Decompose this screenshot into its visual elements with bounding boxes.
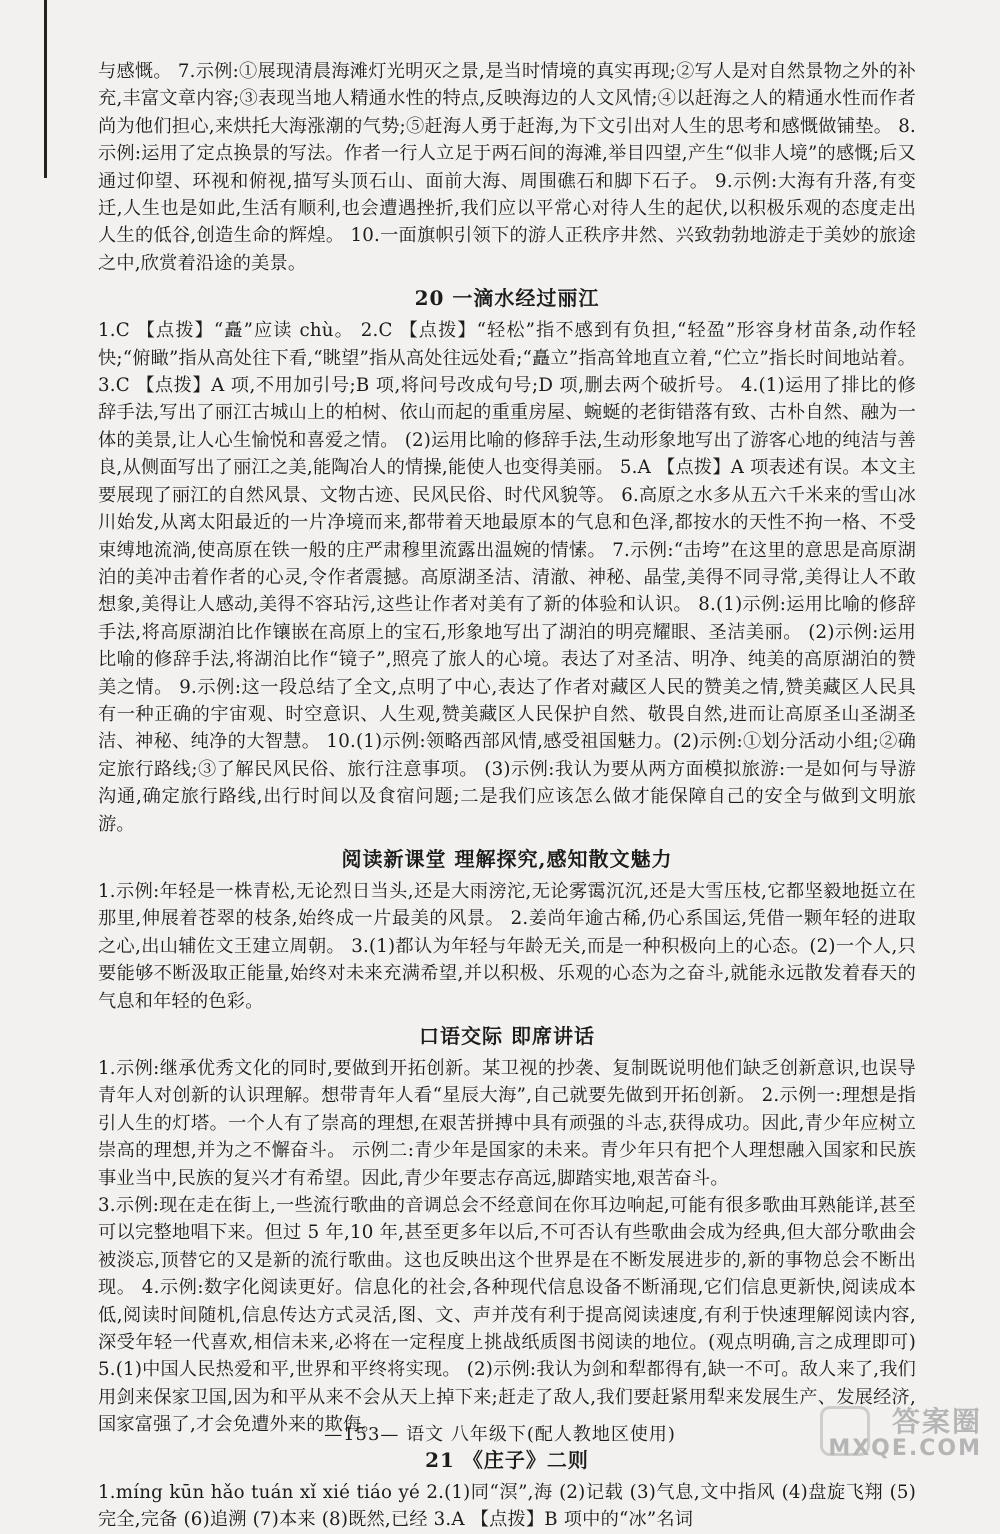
- watermark-text: 答案圈: [891, 1405, 982, 1438]
- answer-page: [98, 58, 916, 1534]
- section-heading-oral: 口语交际 即席讲话: [419, 1024, 595, 1048]
- answer-block-20: 1.C 【点拨】“矗”应读 chù。 2.C 【点拨】“轻松”指不感到有负担,“轻盈”形容身材苗条,动作轻快;“俯瞰”指从高处往下看,“眺望”指从高处往远处看;“矗立”指高耸地直立着,“伫立”指长时间地站着。 3.C 【点拨】A 项,不用加引号;B 项,将问号改成句号;D 项,删去两个破折号。 4.(1)运用了排比的修辞手法,写出了丽江古城山上的柏树、依山而起的重重房屋、蜿蜒的老街错落有致、古朴自然、融为一体的美景,让人心生愉悦和喜爱之情。 (2)运用比喻的修辞手法,生动形象地写出了游客心地的纯洁与善良,从侧面写出了丽江之美,能陶冶人的情操,能使人也变得美丽。 5.A 【点拨】A 项表述有误。本文主要展现了丽江的自然风景、文物古迹、民风民俗、时代风貌等。 6.高原之水多从五六千米来的雪山冰川始发,从离太阳最近的一片净境而来,都带着天地最原本的气息和色泽,都按水的天性不拘一格、不受束缚地流淌,使高原在铁一般的庄严肃穆里流露出温婉的情愫。 7.示例:“击垮”在这里的意思是高原湖泊的美冲击着作者的心灵,令作者震撼。高原湖圣洁、清澈、神秘、晶莹,美得不同寻常,美得让人不敢想象,美得让人感动,美得不容玷污,这些让作者对美有了新的体验和认识。 8.(1)示例:运用比喻的修辞手法,将高原湖泊比作镶嵌在高原上的宝石,形象地写出了湖泊的明亮耀眼、圣洁美丽。 (2)示例:运用比喻的修辞手法,将湖泊比作“镜子”,照亮了旅人的心境。表达了对圣洁、明净、纯美的高原湖泊的赞美之情。 9.示例:这一段总结了全文,点明了中心,表达了作者对藏区人民的赞美之情,赞美藏区人民具有一种正确的宇宙观、时空意识、人生观,赞美藏区人民保护自然、敬畏自然,进而让高原圣山圣湖圣洁、神秘、纯净的大智慧。 10.(1)示例:领略西部风情,感受祖国魅力。(2)示例:①划分活动小组;②确定旅行路线;③了解民风民俗、旅行注意事项。 (3)示例:我认为要从两方面模拟旅游:一是如何与导游沟通,确定旅行路线,出行时间以及食宿问题;二是我们应该怎么做才能保障自己的安全与做到文明旅游。: [98, 320, 916, 835]
- watermark-logo: [820, 1400, 990, 1466]
- section-heading-21: 21 《庄子》二则: [425, 1447, 589, 1472]
- answer-block-oral-1: 1.示例:继承优秀文化的同时,要做到开拓创新。某卫视的抄袭、复制既说明他们缺乏创新意识,也误导青年人对创新的认识理解。想带青年人看“星辰大海”,自己就要先做到开拓创新。 2.示例一:理想是指引人生的灯塔。一个人有了崇高的理想,在艰苦拼搏中具有顽强的斗志,获得成功。因此,青少年应树立崇高的理想,并为之不懈奋斗。 示例二:青少年是国家的未来。青少年只有把个人理想融入国家和民族事业当中,民族的复兴才有希望。因此,青少年要志存高远,脚踏实地,艰苦奋斗。: [98, 1058, 916, 1189]
- page-footer: —153— 语文 八年级下(配人教地区使用): [324, 1424, 676, 1445]
- answer-block-reading: 1.示例:年轻是一株青松,无论烈日当头,还是大雨滂沱,无论雾霭沉沉,还是大雪压枝,它都坚毅地挺立在那里,伸展着苍翠的枝条,始终成一片最美的风景。 2.姜尚年逾古稀,仍心系国运,凭借一颗年轻的进取之心,出山辅佐文王建立周朝。 3.(1)都认为年轻与年龄无关,而是一种积极向上的心态。(2)一个人,只要能够不断汲取正能量,始终对未来充满希望,并以积极、乐观的心态为之奋斗,就能永远散发着春天的气息和年轻的色彩。: [98, 880, 916, 1012]
- answer-block-oral-2: 3.示例:现在走在街上,一些流行歌曲的音调总会不经意间在你耳边响起,可能有很多歌曲耳熟能详,甚至可以完整地唱下来。但过 5 年,10 年,甚至更多年以后,不可否认有些歌曲会成为经典,但大部分歌曲会被淡忘,顶替它的又是新的流行歌曲。这也反映出这个世界是在不断发展进步的,新的事物总会不断出现。 4.示例:数字化阅读更好。信息化的社会,各种现代信息设备不断涌现,它们信息更新快,阅读成本低,阅读时间随机,信息传达方式灵活,图、文、声并茂有利于提高阅读速度,有利于快速理解阅读内容,深受年轻一代喜欢,相信未来,必将在一定程度上挑战纸质图书阅读的地位。(观点明确,言之成理即可) 5.(1)中国人民热爱和平,世界和平终将实现。 (2)示例:我认为剑和犁都得有,缺一不可。敌人来了,我们用剑来保家卫国,因为和平从来不会从天上掉下来;赶走了敌人,我们要赶紧用犁来发展生产、发展经济,国家富强了,才会免遭外来的欺侮。: [98, 1195, 916, 1436]
- section-heading-20: 20 一滴水经过丽江: [414, 286, 600, 311]
- section-heading-reading: 阅读新课堂 理解探究,感知散文魅力: [341, 846, 673, 871]
- answer-block-21: 1.míng kūn hǎo tuán xǐ xié tiáo yé 2.(1)同“溟”,海 (2)记载 (3)气息,文中指风 (4)盘旋飞翔 (5)完全,完备 (6)追溯 (7)本来 (8)既然,已经 3.A 【点拨】B 项中的“冰”名词: [98, 1481, 916, 1531]
- binding-line: [44, 0, 47, 178]
- watermark-url: MXQE.COM: [828, 1436, 982, 1461]
- answer-block-19-end: 与感慨。 7.示例:①展现清晨海滩灯光明灭之景,是当时情境的真实再现;②写人是对自然景物之外的补充,丰富文章内容;③表现当地人精通水性的特点,反映海边的人文风情;④以赶海之人的精通水性而作者尚为他们担心,来烘托大海涨潮的气势;⑤赶海人勇于赶海,为下文引出对人生的思考和感慨做铺垫。 8.示例:运用了定点换景的写法。作者一行人立足于两石间的海滩,举目四望,产生“似非人境”的感慨;后又通过仰望、环视和俯视,描写头顶石山、面前大海、周围礁石和脚下石子。 9.示例:大海有升落,有变迁,人生也是如此,生活有顺利,也会遭遇挫折,我们应以平常心对待人生的起伏,以积极乐观的态度走出人生的低谷,创造生命的辉煌。 10.一面旗帜引领下的游人正秩序井然、兴致勃勃地游走于美妙的旅途之中,欣赏着沿途的美景。: [98, 61, 916, 274]
